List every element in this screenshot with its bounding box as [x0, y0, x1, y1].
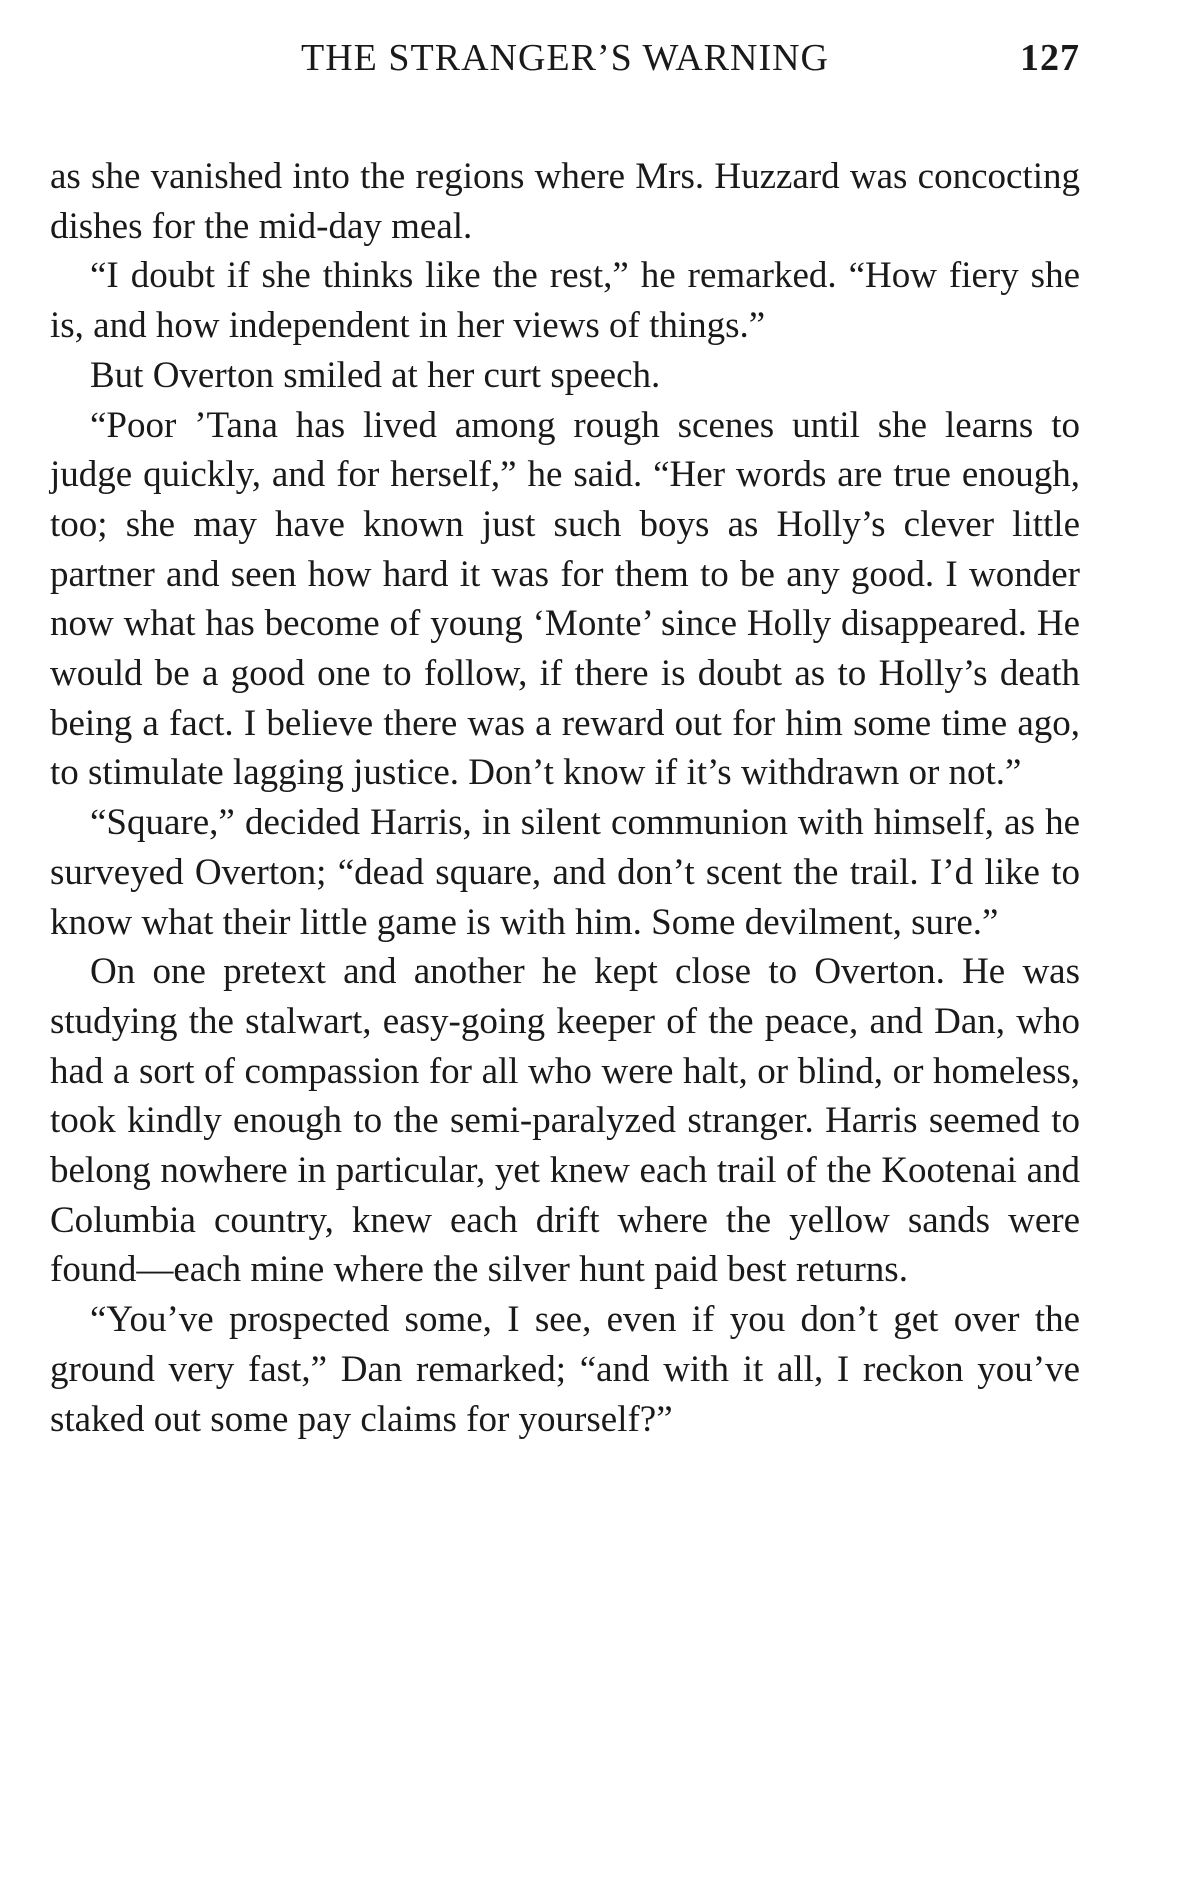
running-head — [50, 30, 1080, 90]
paragraph: On one pretext and another he kept close to Overton. He was studying the stalwart, easy-going keeper of the peace, and Dan, who had a sort of compassion for all who were halt, or blind, or homeless, took kindly enough to the semi-paralyzed stranger. Harris seemed to belong nowhere in particular, yet knew each trail of the Kootenai and Columbia country, knew each drift where the yellow sands were found—each mine where the silver hunt paid best returns. — [50, 951, 1080, 1291]
page-number: 127 — [1020, 37, 1080, 79]
paragraph: “Poor ’Tana has lived among rough scenes until she learns to judge quickly, and for herself,” he said. “Her words are true enough, too; she may have known just such boys as Holly’s clever little partner and seen how hard it was for them to be any good. I wonder now what has become of young ‘Monte’ since Holly disappeared. He would be a good one to follow, if there is doubt as to Holly’s death being a fact. I believe there was a reward out for him some time ago, to stimulate lagging justice. Don’t know if it’s withdrawn or not.” — [50, 404, 1080, 794]
paragraph: “Square,” decided Harris, in silent communion with himself, as he surveyed Overton; “dead square, and don’t scent the trail. I’d like to know what their little game is with him. Some devilment, sure.” — [50, 802, 1080, 943]
paragraph: “I doubt if she thinks like the rest,” he remarked. “How fiery she is, and how independent in her views of things.” — [50, 255, 1080, 347]
body-text — [50, 152, 1080, 1444]
running-title: THE STRANGER’S WARNING — [301, 37, 829, 79]
paragraph: But Overton smiled at her curt speech. — [90, 354, 661, 396]
paragraph-continued: as she vanished into the regions where Mrs. Huzzard was concocting dishes for the mid-day meal. — [50, 156, 1080, 247]
book-page — [50, 30, 1080, 1866]
paragraph: “You’ve prospected some, I see, even if you don’t get over the ground very fast,” Dan remarked; “and with it all, I reckon you’ve staked out some pay claims for yourself?” — [50, 1299, 1080, 1440]
